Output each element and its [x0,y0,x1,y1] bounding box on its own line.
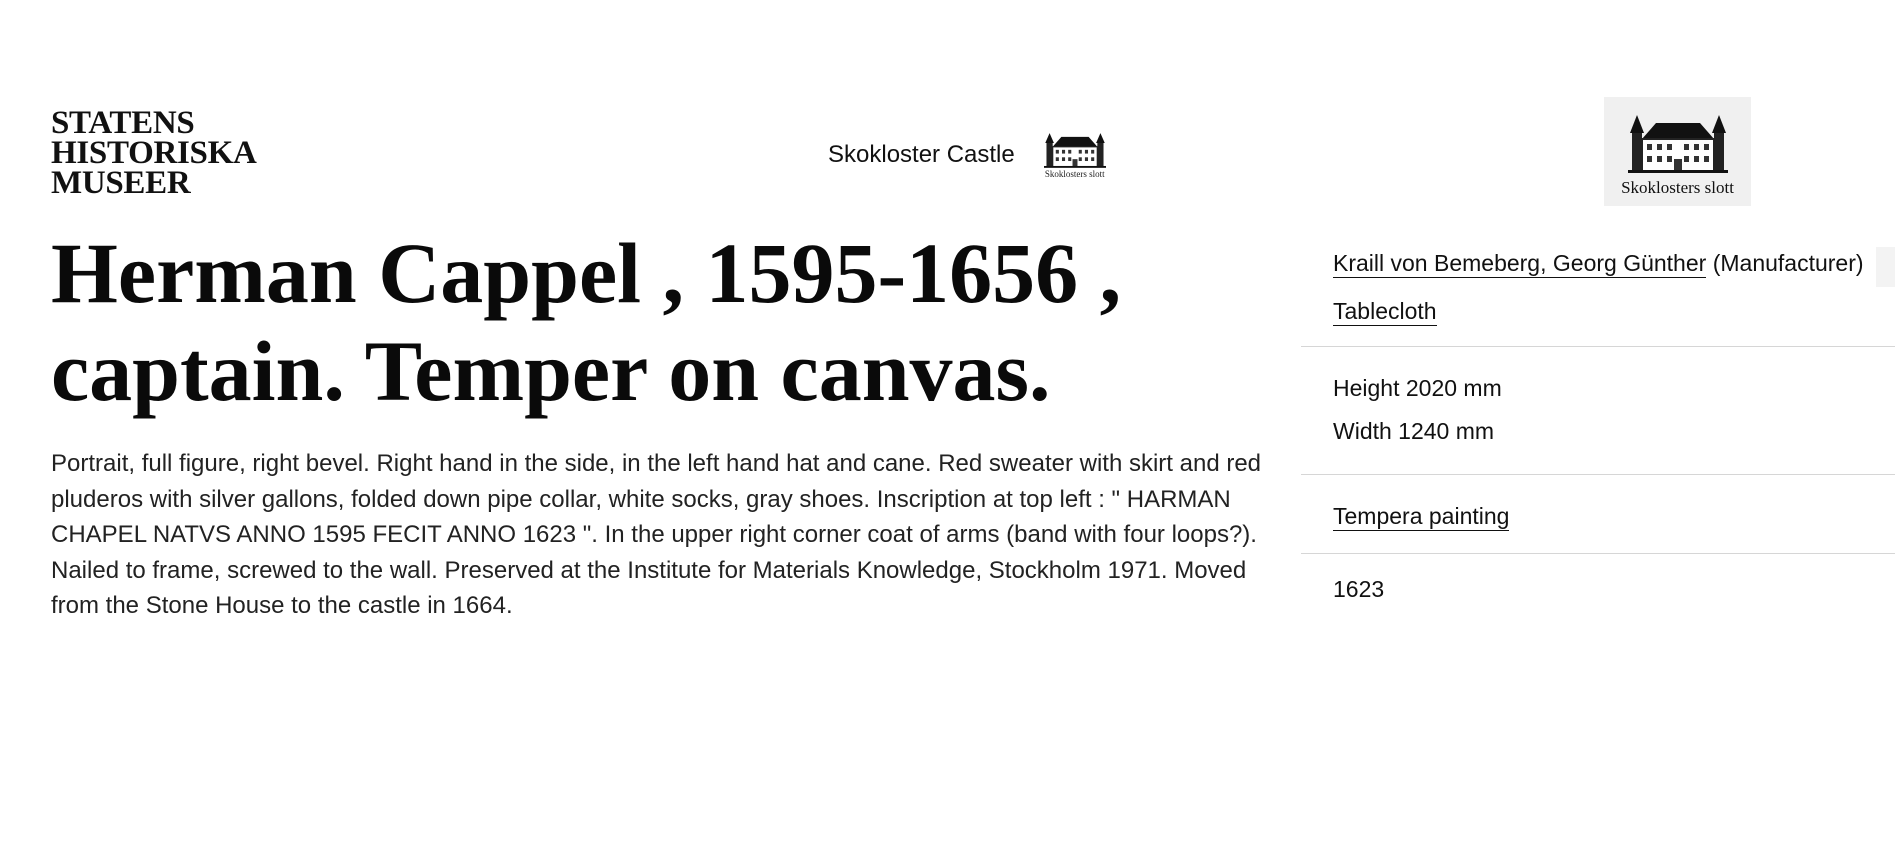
details-section-dimensions [1301,347,1895,475]
museum-logo[interactable] [51,105,257,201]
technique-link[interactable]: Tempera painting [1333,503,1510,529]
details-section-technique [1301,475,1895,554]
technique-row [1333,501,1895,531]
logo-line-3: MUSEER [51,165,191,201]
year-value: 1623 [1333,576,1385,602]
castle-logo-large[interactable] [1604,97,1751,206]
details-section-maker [1301,244,1895,347]
manufacturer-link[interactable]: Kraill von Bemeberg, Georg Günther [1333,250,1707,276]
width-value: Width 1240 mm [1333,418,1495,444]
object-description: Portrait, full figure, right bevel. Right hand in the side, in the left hand hat and cane. Red sweater with skirt and red pluderos with silver gallons, folded down pipe collar, white socks, gray shoes. Inscription at top left : " HARMAN CHAPEL NATVS ANNO 1595 FECIT ANNO 1623 ". In the upper right corner coat of arms (band with four loops?). Nailed to frame, screwed to the wall. Preserved at the Institute for Materials Knowledge, Stockholm 1971. Moved from the Stone House to the castle in 1664. [51,450,1262,619]
castle-mini-logo[interactable] [1043,128,1107,182]
object-details-sidebar [1301,244,1895,604]
manufacturer-row [1333,248,1895,278]
castle-box-caption: Skoklosters slott [1621,177,1734,197]
category-link[interactable]: Tablecloth [1333,298,1437,324]
logo-line-1: STATENS [51,105,195,141]
details-section-date [1301,554,1895,604]
height-value: Height 2020 mm [1333,375,1502,401]
object-title: Herman Cappel , 1595-1656 , captain. Temper on canvas. [51,225,1122,419]
logo-line-2: HISTORISKA [51,135,257,171]
category-row [1333,296,1895,326]
castle-icon [1044,128,1106,168]
manufacturer-role: (Manufacturer) [1712,250,1864,276]
castle-mini-caption: Skoklosters slott [1044,169,1105,179]
castle-name[interactable]: Skokloster Castle [828,141,1015,168]
side-panel-edge [1876,247,1895,287]
castle-header [828,128,1107,182]
castle-icon [1628,106,1728,176]
